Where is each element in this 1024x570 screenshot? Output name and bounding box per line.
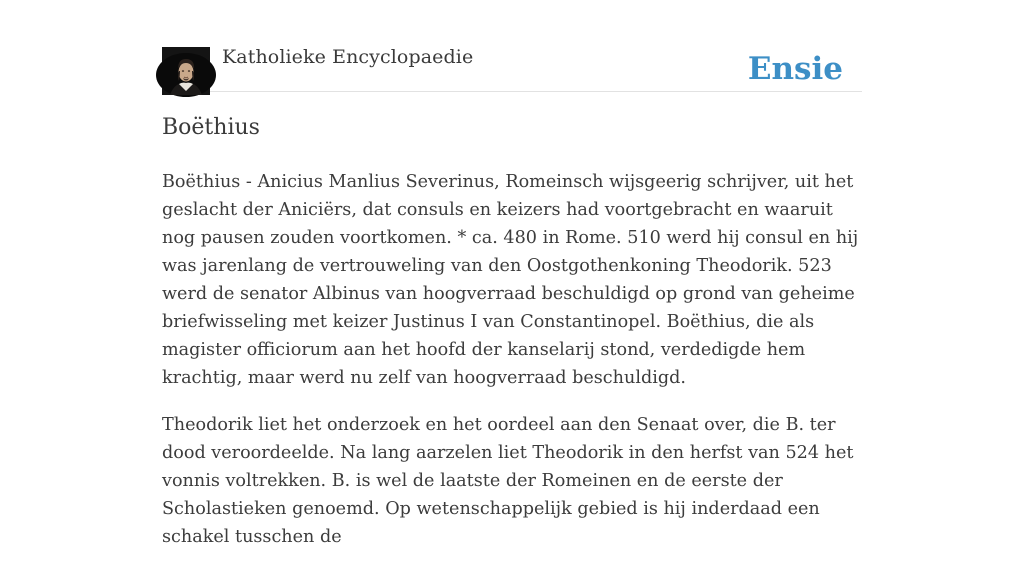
article-paragraph: Theodorik liet het onderzoek en het oordeel aan den Senaat over, die B. ter dood veroordeelde. Na lang aarzelen liet Theodorik in den herfst van 524 het vonnis voltrekken. B. is wel de laatste der Romeinen en de eerste der Scholastieken genoemd. Op wetenschappelijk gebied is hij inderdaad een schakel tusschen de <box>162 415 854 547</box>
portrait-avatar-icon[interactable] <box>162 47 210 95</box>
page-title: Boëthius <box>162 115 260 140</box>
article-paragraph: Boëthius - Anicius Manlius Severinus, Romeinsch wijsgeerig schrijver, uit het geslacht der Aniciërs, dat consuls en keizers had voortgebracht en waaruit nog pausen zouden voortkomen. * ca. 480 in Rome. 510 werd hij consul en hij was jarenlang de vertrouweling van den Oostgothenkoning Theodorik. 523 werd de senator Albinus van hoogverraad beschuldigd op grond van geheime briefwisseling met keizer Justinus I van Constantinopel. Boëthius, die als magister officiorum aan het hoofd der kanselarij stond, verdedigde hem krachtig, maar werd nu zelf van hoogverraad beschuldigd. <box>162 172 859 388</box>
source-name[interactable]: Katholieke Encyclopaedie <box>222 46 474 68</box>
article-body <box>162 168 862 570</box>
ensie-logo[interactable]: Ensie <box>747 51 843 87</box>
header <box>162 45 862 92</box>
